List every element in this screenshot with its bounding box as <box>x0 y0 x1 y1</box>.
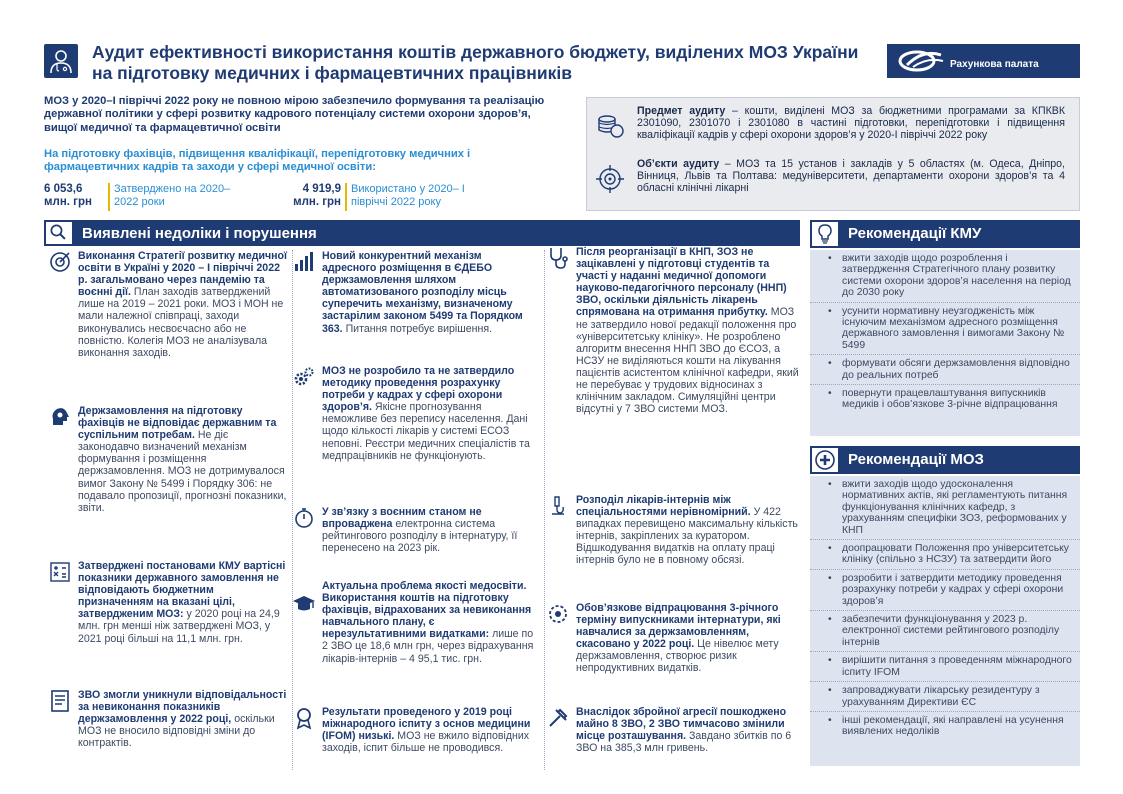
graduation-cap-icon <box>292 592 316 616</box>
logo-text: Рахункова палата <box>950 59 1039 70</box>
audit-subject-text: Предмет аудиту – кошти, виділені МОЗ за бюджетними програмами за КПКВК 2301090, 2301070 і 2301080 в частині підготовки, перепідготовки і підвищення кваліфікації кадрів у сфері охорони здоров’я у 2020-І півріччі 2022 року <box>637 105 1066 141</box>
findings-title: Виявлені недоліки і порушення <box>82 225 317 242</box>
list-item: • інші рекомендації, які направлені на усунення виявлених недоліків <box>810 715 1080 741</box>
used-figure <box>287 183 517 213</box>
microscope-icon <box>546 494 570 518</box>
logo <box>887 44 1080 78</box>
list-item: • формувати обсяги держзамовлення відповідно до реальних потреб <box>810 358 1080 385</box>
approved-label: Затверджено на 2020–2022 роки <box>114 183 231 208</box>
used-value: 4 919,9 <box>302 183 341 195</box>
list-item: • доопрацювати Положення про університетську клініку (спільно з НСЗУ) та затвердити його <box>810 543 1080 570</box>
tools-icon <box>546 706 570 730</box>
approved-value: 6 053,6 <box>44 183 83 195</box>
kmu-title: Рекомендації КМУ <box>848 225 982 242</box>
list-item: • запроваджувати лікарську резидентуру з урахуванням Директиви ЄС <box>810 685 1080 712</box>
coins-icon <box>595 110 625 140</box>
used-label: Використано у 2020– І півріччі 2022 року <box>351 183 465 208</box>
head-gear-icon <box>48 405 72 429</box>
findings-header <box>44 220 800 246</box>
target-icon <box>595 164 625 194</box>
lightbulb-icon <box>812 222 838 246</box>
calculation-icon <box>48 560 72 584</box>
used-unit: млн. грн <box>293 196 341 208</box>
audit-objects-text: Об’єкти аудиту – МОЗ та 15 установ і закладів у 5 областях (м. Одеса, Дніпро, Вінниця, Львів та Полтава: медуніверситети, департаменти охорони здоров’я та 4 обласні клінічні лікарні <box>637 158 1065 194</box>
kmu-recommendations-list <box>810 250 1080 436</box>
doctor-icon <box>44 44 78 78</box>
stopwatch-icon <box>292 506 316 530</box>
list-item: • вирішити питання з проведенням міжнародного іспиту IFOM <box>810 655 1080 682</box>
moz-recommendations-list <box>810 476 1080 766</box>
cycle-icon <box>546 602 570 626</box>
stethoscope-icon <box>546 246 570 270</box>
medical-cross-icon <box>812 448 838 472</box>
approved-figure <box>44 183 264 213</box>
intro-summary: МОЗ у 2020–І півріччі 2022 року не повною мірою забезпечило формування та реалізацію державної політики у сфері розвитку кадрового потенціалу системи охорони здоров’я, вищої медичної та фармацевтичної освіти <box>44 95 545 134</box>
magnifier-icon <box>46 222 72 244</box>
audit-subject-box <box>586 97 1080 211</box>
intro-spending: На підготовку фахівців, підвищення кваліфікації, перепідготовку медичних і фармацевтичних кадрів та заходи у сфері медичної освіти: <box>44 148 471 174</box>
gold-divider <box>345 183 347 211</box>
moz-recommendations-header <box>810 446 1080 474</box>
kmu-recommendations-header <box>810 220 1080 248</box>
list-item: • забезпечити функціонування у 2023 р. електронної системи рейтингового розподілу інтернів <box>810 614 1080 652</box>
gears-icon <box>292 365 316 389</box>
gold-divider <box>108 183 110 211</box>
bar-chart-icon <box>292 250 316 274</box>
column-divider <box>544 250 545 770</box>
target-icon <box>48 250 72 274</box>
list-item: • усунити нормативну неузгодженість між існуючим механізмом адресного розміщення державного замовлення і вимогами Закону № 5499 <box>810 306 1080 356</box>
page-title: Аудит ефективності використання коштів державного бюджету, виділених МОЗ України на підготовку медичних і фармацевтичних працівників <box>92 42 859 83</box>
approved-unit: млн. грн <box>44 196 92 208</box>
list-item: • вжити заходів щодо розроблення і затвердження Стратегічного плану розвитку системи охорони здоров’я населення на період до 2030 року <box>810 253 1080 303</box>
list-item: • повернути працевлаштування випускників медиків і обов’язкове 3-річне відпрацювання <box>810 388 1080 414</box>
accounting-chamber-logo-icon <box>897 49 947 73</box>
list-item: • розробити і затвердити методику проведення розрахунку потреби у кадрах у сфері охорони здоров’я <box>810 573 1080 611</box>
document-icon <box>48 689 72 713</box>
award-icon <box>292 706 316 730</box>
moz-title: Рекомендації МОЗ <box>848 451 984 468</box>
list-item: • вжити заходів щодо удосконалення нормативних актів, які регламентують питання функціонування клінічних кафедр, з урахуванням специфіки ЗОЗ, реформованих у КНП <box>810 479 1080 540</box>
